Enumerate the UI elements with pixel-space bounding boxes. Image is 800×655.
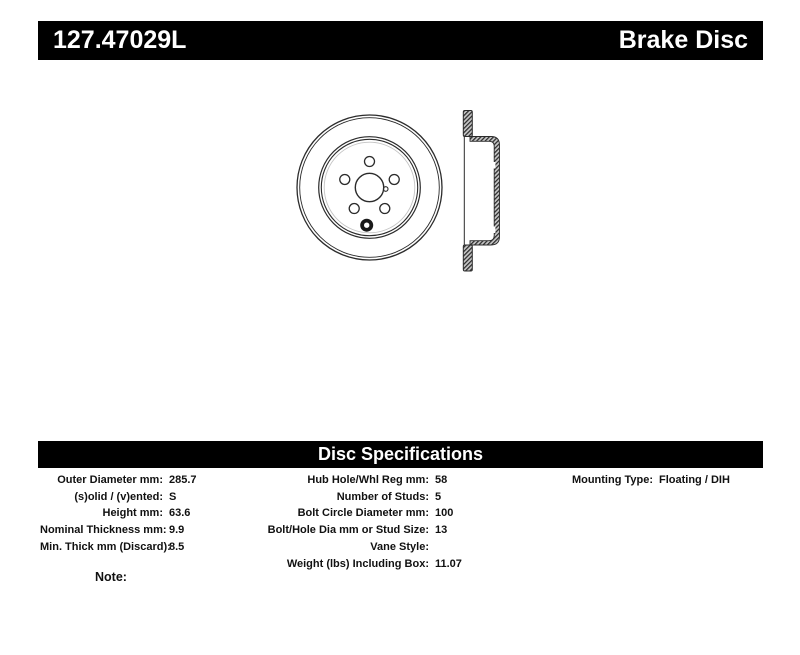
spec-value: 5 <box>435 490 442 503</box>
spec-label: Number of Studs: <box>336 490 429 503</box>
hat-shadow-circle <box>324 142 415 233</box>
part-number: 127.47029L <box>53 26 187 54</box>
wall-notch <box>493 227 495 234</box>
spec-column-2 <box>245 472 462 572</box>
spec-value: S <box>169 490 177 503</box>
note-label: Note: <box>95 570 127 584</box>
spec-row <box>245 522 462 539</box>
spec-label: Min. Thick mm (Discard): <box>40 540 171 553</box>
stud-hole <box>349 204 359 214</box>
stud-hole <box>340 174 350 184</box>
spec-value: 8.5 <box>169 540 185 553</box>
spec-label: Vane Style: <box>370 540 429 553</box>
spec-label: Nominal Thickness mm: <box>40 524 167 537</box>
rotor-ring-bottom-section <box>463 245 472 271</box>
hub-center-hole <box>355 173 383 201</box>
spec-row <box>245 539 462 556</box>
spec-row <box>40 522 197 539</box>
spec-label: Bolt/Hole Dia mm or Stud Size: <box>267 524 429 537</box>
wall-notch <box>493 162 495 169</box>
stud-hole <box>365 157 375 167</box>
technical-drawing <box>280 95 520 285</box>
spec-row <box>245 489 462 506</box>
spec-value: 58 <box>435 474 448 486</box>
spec-row <box>520 472 730 489</box>
spec-label: (s)olid / (v)ented: <box>74 490 163 503</box>
spec-label: Mounting Type: <box>571 474 653 486</box>
spec-value: 285.7 <box>169 474 197 486</box>
spec-row <box>245 472 462 489</box>
header-bar <box>38 21 763 60</box>
screw-hole-ring <box>362 221 371 230</box>
spec-section-bar <box>38 441 763 468</box>
spec-row <box>40 505 197 522</box>
spec-row <box>40 489 197 506</box>
spec-value: 9.9 <box>169 524 185 537</box>
stud-hole <box>380 204 390 214</box>
spec-value: 13 <box>435 524 448 537</box>
spec-label: Weight (lbs) Including Box: <box>286 557 429 570</box>
spec-value: 100 <box>435 507 454 520</box>
brake-disc-front-view <box>297 115 442 260</box>
spec-column-1 <box>40 472 197 556</box>
outer-inner-edge-circle <box>300 118 440 258</box>
spec-label: Height mm: <box>102 507 163 520</box>
spec-column-3 <box>520 472 730 489</box>
spec-value: Floating / DIH <box>659 474 730 486</box>
product-title: Brake Disc <box>618 26 748 54</box>
spec-row <box>245 505 462 522</box>
spec-label: Hub Hole/Whl Reg mm: <box>307 474 429 486</box>
spec-value: 63.6 <box>169 507 191 520</box>
rotor-ring-top-section <box>463 111 472 137</box>
spec-label: Bolt Circle Diameter mm: <box>297 507 429 520</box>
spec-label: Outer Diameter mm: <box>57 474 163 486</box>
brake-disc-cross-section <box>463 111 499 272</box>
spec-value: 11.07 <box>435 557 462 570</box>
spec-row <box>40 539 197 556</box>
spec-row <box>245 556 462 573</box>
spec-section-title: Disc Specifications <box>317 444 484 464</box>
stud-hole <box>389 174 399 184</box>
spec-row <box>40 472 197 489</box>
